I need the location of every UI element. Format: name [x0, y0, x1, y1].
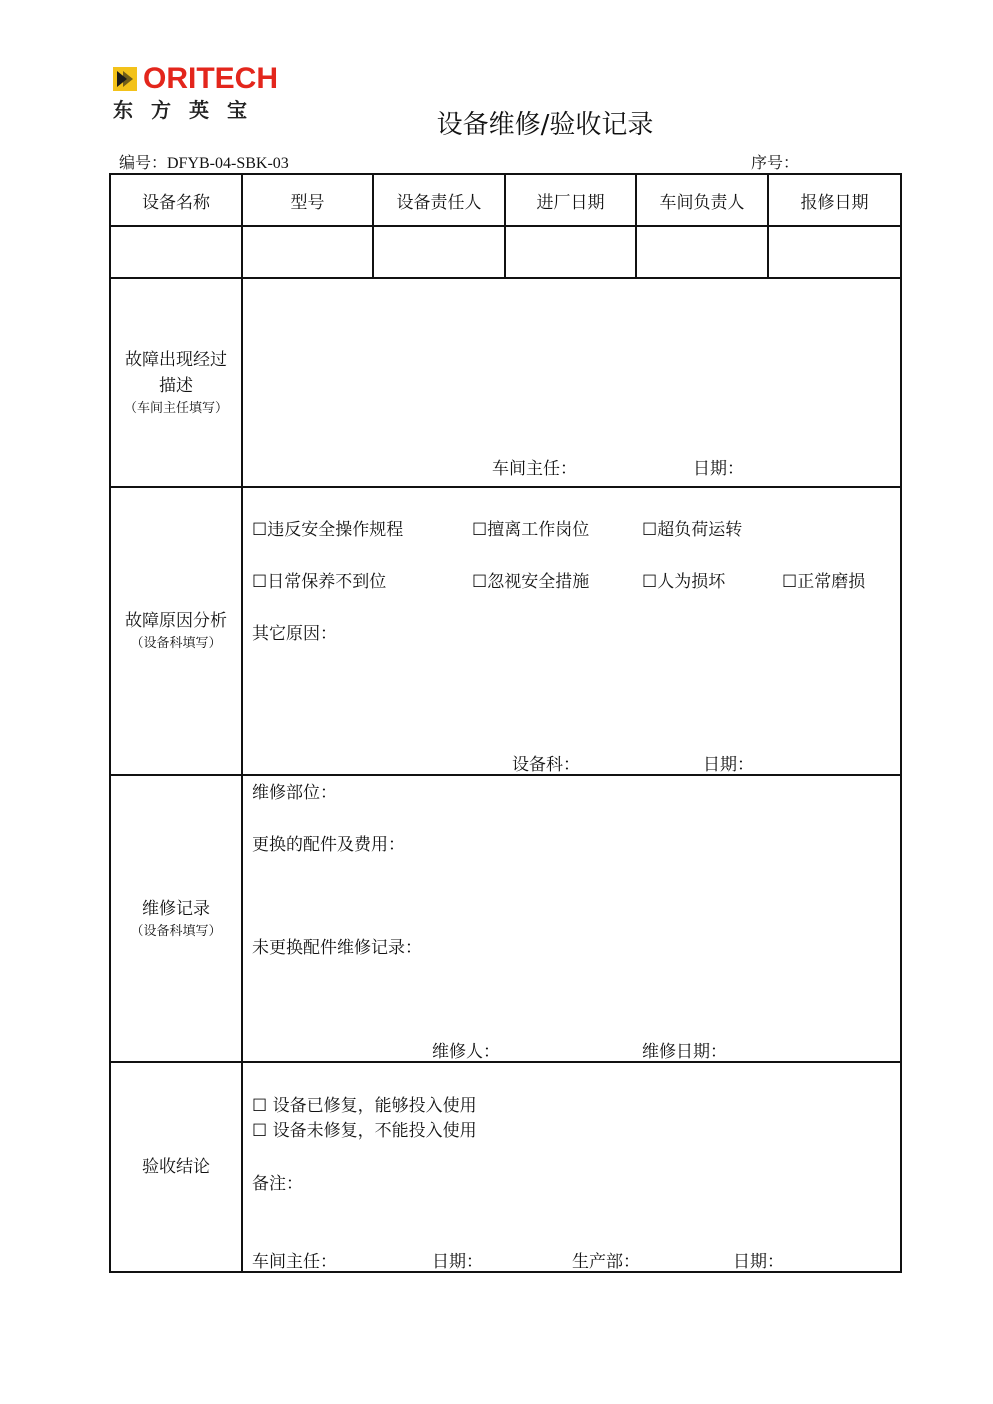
acceptance-label-cell [110, 1062, 242, 1272]
workshop-manager-field[interactable] [636, 226, 768, 278]
workshop-manager-sign-label: 车间主任： [492, 459, 577, 479]
report-date-field[interactable] [768, 226, 901, 278]
checkbox-repaired[interactable]: ☐ 设备已修复，能够投入使用 [252, 1096, 477, 1116]
other-cause-label: 其它原因： [252, 624, 337, 644]
repair-record-note: （设备科填写） [130, 923, 222, 939]
repair-record-row [110, 775, 901, 1062]
acceptance-field [242, 1062, 901, 1272]
equipment-name-field[interactable] [110, 226, 242, 278]
checkbox-normal-wear[interactable]: ☐正常磨损 [782, 572, 866, 592]
blank-entry-row [110, 226, 901, 278]
responsible-person-field[interactable] [373, 226, 505, 278]
cause-date-label: 日期： [703, 755, 754, 775]
production-dept-label: 生产部： [572, 1252, 640, 1272]
repair-location-label: 维修部位： [252, 783, 337, 803]
acceptance-manager-label: 车间主任： [252, 1252, 337, 1272]
fault-cause-label-cell [110, 487, 242, 775]
fault-cause-label: 故障原因分析 [125, 611, 227, 631]
checkbox-human-damage[interactable]: ☐人为损坏 [642, 572, 726, 592]
checkbox-overload[interactable]: ☐超负荷运转 [642, 520, 743, 540]
checkbox-safety-violation[interactable]: ☐违反安全操作规程 [252, 520, 404, 540]
fault-description-label: 故障出现经过描述 [125, 349, 227, 396]
fault-description-label-cell [110, 278, 242, 487]
model-field[interactable] [242, 226, 373, 278]
checkbox-not-repaired[interactable]: ☐ 设备未修复，不能投入使用 [252, 1121, 477, 1141]
repair-date-label: 维修日期： [642, 1042, 727, 1062]
replaced-parts-label: 更换的配件及费用： [252, 835, 405, 855]
acceptance-label: 验收结论 [142, 1157, 210, 1177]
header-report-date: 报修日期 [768, 174, 901, 226]
sequence-number: 序号： [751, 155, 800, 172]
remarks-label: 备注： [252, 1174, 303, 1194]
header-entry-date: 进厂日期 [505, 174, 636, 226]
fault-cause-field [242, 487, 901, 775]
fault-description-note: （车间主任填写） [123, 400, 228, 416]
fault-cause-note: （设备科填写） [130, 636, 222, 651]
fault-cause-row [110, 487, 901, 775]
acceptance-date-label-1: 日期： [432, 1252, 483, 1272]
header-row [110, 174, 901, 226]
fault-description-row [110, 278, 901, 487]
repairer-label: 维修人： [432, 1042, 500, 1062]
entry-date-field[interactable] [505, 226, 636, 278]
acceptance-row [110, 1062, 901, 1272]
checkbox-ignored-safety[interactable]: ☐忽视安全措施 [472, 572, 590, 592]
repair-record-label-cell [110, 775, 242, 1062]
repair-record-label: 维修记录 [142, 898, 210, 919]
repair-record-field[interactable] [242, 775, 901, 1062]
checkbox-maintenance-lacking[interactable]: ☐日常保养不到位 [252, 572, 387, 592]
logo-chinese-name: 东方英宝 [113, 98, 265, 122]
equipment-dept-sign-label: 设备科： [512, 755, 580, 775]
document-number: 编号：DFYB-04-SBK-03 [119, 155, 289, 172]
repair-acceptance-form [109, 173, 902, 1273]
fault-date-label: 日期： [693, 459, 744, 479]
header-equipment-name: 设备名称 [110, 174, 242, 226]
page-title: 设备维修/验收记录 [436, 110, 654, 140]
checkbox-left-post[interactable]: ☐擅离工作岗位 [472, 520, 590, 540]
no-parts-repair-label: 未更换配件维修记录： [252, 938, 422, 958]
fault-description-field[interactable] [242, 278, 901, 487]
header-workshop-manager: 车间负责人 [636, 174, 768, 226]
header-model: 型号 [242, 174, 373, 226]
logo-brand: ORITECH [143, 62, 278, 95]
acceptance-date-label-2: 日期： [733, 1252, 784, 1272]
logo-mark-icon [113, 67, 137, 91]
header-responsible-person: 设备责任人 [373, 174, 505, 226]
